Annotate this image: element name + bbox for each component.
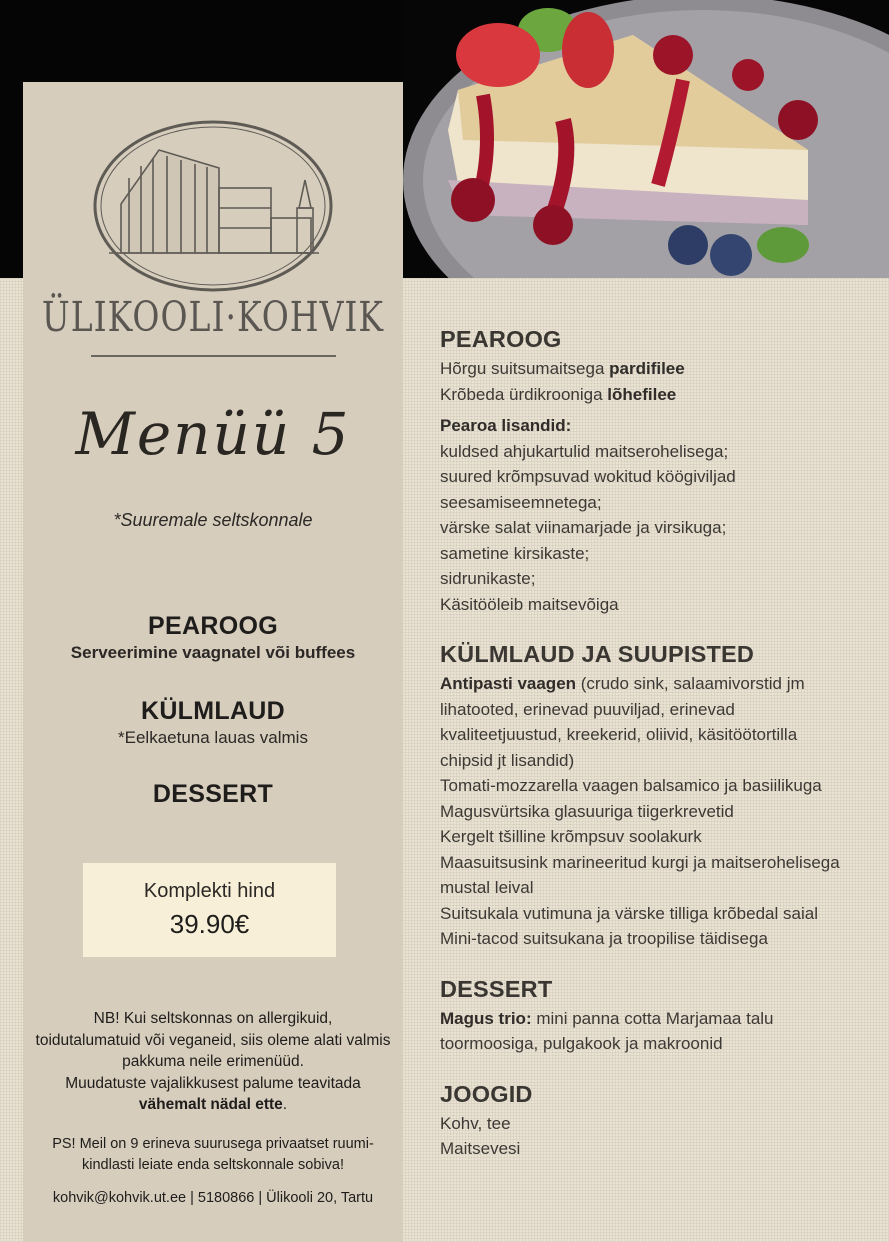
menu-subtitle: *Suuremale seltskonnale — [113, 510, 313, 530]
notice-line: NB! Kui seltskonnas on allergikuid, — [93, 1010, 333, 1027]
section-heading: DESSERT — [152, 780, 274, 808]
side-item: kuldsed ahjukartulid maitserohelisega; — [440, 441, 729, 461]
cold-item: Mini-tacod suitsukana ja troopilise täidisega — [440, 929, 768, 948]
left-section-dessert — [23, 780, 403, 809]
ps-line: kindlasti leiate enda seltskonnale sobiva! — [82, 1157, 344, 1173]
notice-bold: vähemalt nädal ette — [138, 1096, 283, 1113]
notice-line: Muudatuste vajalikkusest palume teavitada — [65, 1074, 361, 1092]
ps-line: PS! Meil on 9 erineva suurusega privaatset ruumi- — [52, 1136, 374, 1152]
section-note: *Eelkaetuna lauas valmis — [118, 728, 308, 747]
left-section-kulmlaud — [23, 697, 403, 748]
brand-name: ÜLIKOOLI·KOHVIK — [41, 292, 385, 341]
notice-line: toidutalumatuid või veganeid, siis oleme alati valmis — [35, 1031, 391, 1049]
section-note: Serveerimine vaagnatel või buffees — [70, 643, 356, 662]
left-panel — [23, 82, 403, 1242]
cold-item: Kergelt tšilline krõmpsuv soolakurk — [440, 827, 702, 846]
price-value: 39.90€ — [169, 909, 250, 939]
cold-item: Antipasti vaagen (crudo sink, salaamivorstid jm — [440, 674, 805, 693]
left-section-pearoog — [23, 612, 403, 663]
notice-line: pakkuma neile erimenüüd. — [122, 1053, 304, 1070]
drink-item: Maitsevesi — [440, 1139, 521, 1158]
menu-title: Menüü 5 — [75, 400, 351, 468]
menu-details — [440, 322, 870, 1162]
cold-item-cont: chipsid jt lisandid) — [440, 750, 575, 770]
cold-item-cont: lihatooted, erinevad puuviljad, erinevad — [440, 699, 735, 719]
price-box — [83, 863, 336, 957]
cheesecake-photo — [403, 0, 889, 278]
side-item: värske salat viinamarjade ja virsikuga; — [440, 518, 727, 537]
notice-line — [23, 1094, 403, 1116]
cold-item: mustal leival — [440, 878, 534, 897]
sides-heading: Pearoa lisandid: — [440, 416, 572, 435]
side-item: Käsitööleib maitsevõiga — [440, 594, 619, 614]
cold-item: Tomati-mozzarella vaagen balsamico ja basiilikuga — [440, 776, 822, 795]
cold-item: Suitsukala vutimuna ja värske tilliga krõbedal saial — [440, 903, 818, 923]
section-heading: KÜLMLAUD — [140, 697, 286, 725]
contact-info: kohvik@kohvik.ut.ee | 5180866 | Ülikooli 20, Tartu — [52, 1190, 374, 1206]
price-label: Komplekti hind — [143, 880, 276, 902]
dessert-heading: DESSERT — [440, 975, 553, 1002]
allergy-notice — [23, 1008, 403, 1116]
side-item: sametine kirsikaste; — [440, 543, 590, 563]
dessert-item: Magus trio: mini panna cotta Marjamaa talu — [440, 1008, 774, 1028]
main-dish-item: Krõbeda ürdikrooniga lõhefilee — [440, 384, 677, 404]
side-item: seesamiseemnetega; — [440, 492, 602, 512]
main-dish-item: Hõrgu suitsumaitsega pardifilee — [440, 359, 685, 378]
section-heading: PEAROOG — [148, 612, 278, 640]
brand-underline — [91, 355, 336, 357]
side-item: suured krõmpsuvad wokitud köögiviljad — [440, 467, 736, 486]
side-item: sidrunikaste; — [440, 569, 536, 588]
notice-end: . — [282, 1096, 288, 1113]
drink-item: Kohv, tee — [440, 1113, 511, 1133]
private-rooms-note — [23, 1134, 403, 1176]
dessert-item-cont: toormoosiga, pulgakook ja makroonid — [440, 1034, 723, 1053]
cold-item-cont: kvaliteetjuustud, kreekerid, oliivid, käsitöötortilla — [440, 725, 798, 744]
cold-item: Maasuitsusink marineeritud kurgi ja maitserohelisega — [440, 852, 840, 872]
cold-item: Magusvürtsika glasuuriga tiigerkrevetid — [440, 801, 734, 821]
joogid-heading: JOOGID — [440, 1080, 533, 1107]
pearoog-heading: PEAROOG — [440, 326, 562, 352]
kulmlaud-heading: KÜLMLAUD JA SUUPISTED — [440, 641, 755, 667]
